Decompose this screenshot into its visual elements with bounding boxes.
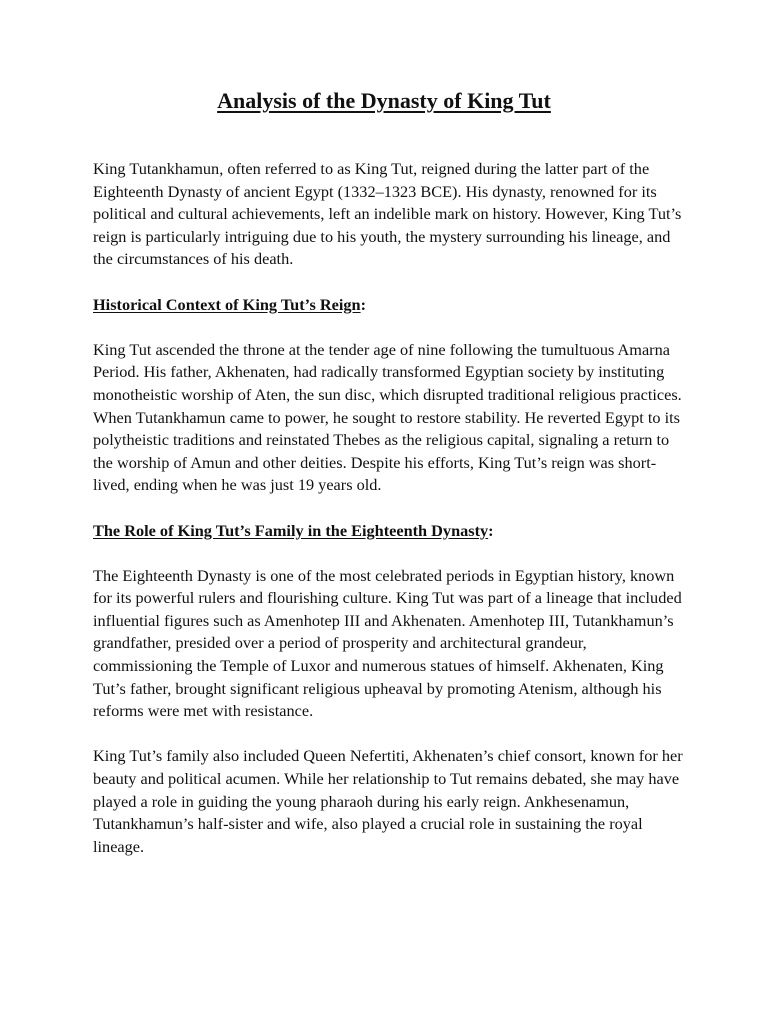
section-heading-historical-context xyxy=(93,294,683,317)
family-members-paragraph: King Tut’s family also included Queen Nefertiti, Akhenaten’s chief consort, known for her beauty and political acumen. While her relationship to Tut remains debated, she may have played a role in guiding the young pharaoh during his early reign. Ankhesenamun, Tutankhamun’s half-sister and wife, also played a crucial role in sustaining the royal lineage. xyxy=(93,746,683,856)
eighteenth-dynasty-paragraph: The Eighteenth Dynasty is one of the most celebrated periods in Egyptian history, known for its powerful rulers and flourishing culture. King Tut was part of a lineage that included influential figures such as Amenhotep III and Akhenaten. Amenhotep III, Tutankhamun’s grandfather, presided over a period of prosperity and architectural grandeur, commissioning the Temple of Luxor and numerous statues of himself. Akhenaten, King Tut’s father, brought significant religious upheaval by promoting Atenism, although his reforms were met with resistance. xyxy=(93,565,682,721)
section-heading-family-role xyxy=(93,520,683,543)
document-body xyxy=(93,158,683,881)
historical-context-paragraph: King Tut ascended the throne at the tender age of nine following the tumultuous Amarna Period. His father, Akhenaten, had radically transformed Egyptian society by instituting monotheistic worship of Aten, the sun disc, which disrupted traditional religious practices. When Tutankhamun came to power, he sought to restore stability. He reverted Egypt to its polytheistic traditions and reinstated Thebes as the religious capital, signaling a return to the worship of Amun and other deities. Despite his efforts, King Tut’s reign was short-lived, ending when he was just 19 years old. xyxy=(93,339,682,495)
intro-paragraph: King Tutankhamun, often referred to as King Tut, reigned during the latter part of the Eighteenth Dynasty of ancient Egypt (1332–1323 BCE). His dynasty, renowned for its political and cultural achievements, left an indelible mark on history. However, King Tut’s reign is particularly intriguing due to his youth, the mystery surrounding his lineage, and the circumstances of his death. xyxy=(93,159,682,269)
section-heading-colon: : xyxy=(488,520,494,540)
section-heading-text: Historical Context of King Tut’s Reign xyxy=(93,294,361,314)
section-heading-text: The Role of King Tut’s Family in the Eighteenth Dynasty xyxy=(93,520,489,540)
section-heading-colon: : xyxy=(360,294,367,314)
document-title: Analysis of the Dynasty of King Tut xyxy=(217,88,551,113)
